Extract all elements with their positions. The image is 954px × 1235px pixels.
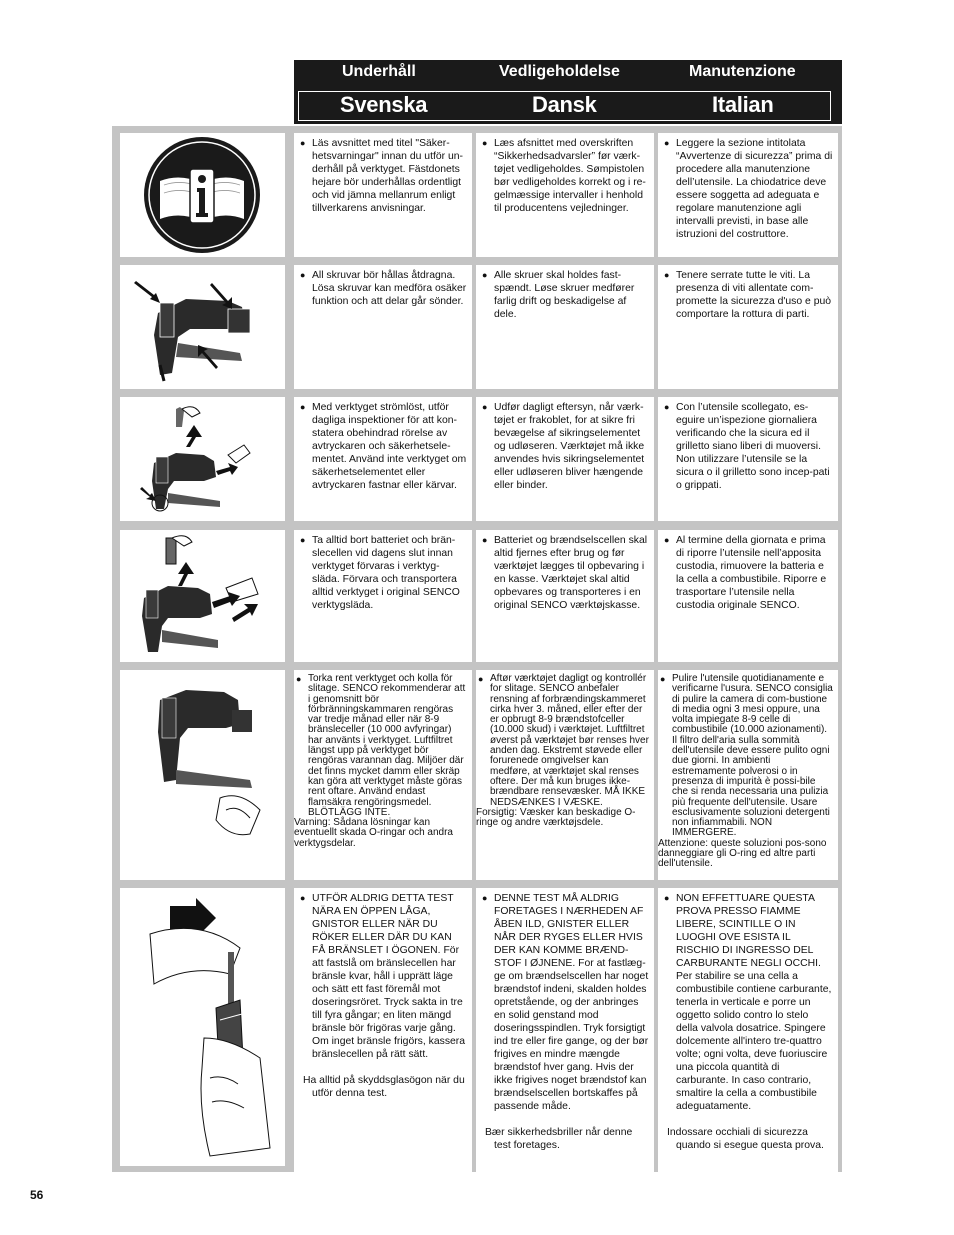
row6-dansk: ● DENNE TEST MÅ ALDRIG FORETAGES I NÆRHEDEN AF ÅBEN ILD, GNISTER ELLER NÅR DER RYGES ELLER HVIS DER KAN KOMME BRÆND-STOF I ØJNENE. For at fastlæg-ge om brændselscellen har noget brændstof indeni, skalden holdes opretstående, og der anbringes en solid genstand mod doseringsspindlen. Tryk forsigtigt ind tre eller fire gange, og der bør frigives en mindre mængde brændstof hver gang. Hvis der ikke frigives noget brændstof kan brændselscellen bortskaffes på passende måde. Bær sikkerhedsbriller når denne test foretages. [476,888,654,1172]
daily-inspection-illustration [120,397,285,521]
row1-dansk: ● Læs afsnittet med overskriften “Sikkerhedsadvarsler” før værk-tøjet vedligeholdes. Sømpistolen bør vedligeholdes korrekt og i re-gelmæssige intervaller i henhold til producentens vejledninger. [476,133,654,257]
row2-italian: ● Tenere serrate tutte le viti. La presenza di viti allentate com-promette la sicurezza d'uso e può comportare la rottura di parti. [658,265,838,389]
row4-svenska: ● Ta alltid bort batteriet och brän-slecellen vid dagens slut innan verktyget förvaras i verktyg-släda. Förvara och transportera alltid verktyget i original SENCO verktygsläda. [294,530,472,662]
row2-svenska: ● All skruvar bör hållas åtdragna. Lösa skruvar kan medföra osäker funktion och att delar går sönder. [294,265,472,389]
cleaning-tool-illustration [120,670,285,880]
row4-italian: ● Al termine della giornata e prima di riporre l’utensile nell’apposita custodia, rimuovere la batteria e la cella a combustibile. Riporre e trasportare l’utensile nella custodia originale SENCO. [658,530,838,662]
row1-svenska: ● Läs avsnittet med titel "Säker-hetsvarningar" innan du utför un-derhåll på verktyget. Fästdonets hejare bör underhållas ordentligt och vid jämna mellanrum enligt tillverkarens anvisningar. [294,133,472,257]
remove-battery-illustration [120,530,285,662]
info-book-illustration [120,133,285,257]
row3-dansk: ● Udfør dagligt eftersyn, når værk-tøjet er frakoblet, for at sikre fri bevægelse af sikringselementet og udløseren. Værktøjet må ikke anvendes hvis sikringselementet eller udløseren bliver hængende eller binder. [476,397,654,521]
row3-italian: ● Con l’utensile scollegato, es-eguire un’ispezione giornaliera verificando che la sicura ed il grilletto siano liberi di muoversi. Non utilizzare l’utensile se la sicura o il grilletto sono incep-pati o grippati. [658,397,838,521]
fuel-cell-test-illustration [120,888,285,1166]
language-dansk: Dansk [532,92,597,117]
row4-dansk: ● Batteriet og brændselscellen skal altid fjernes efter brug og før værktøjet lægges til opbevaring i en kasse. Værktøjet skal altid opbevares og transporteres i en original SENCO værktøjskasse. [476,530,654,662]
header-maintenance-it: Manutenzione [689,63,796,80]
tighten-screws-illustration [120,265,285,389]
header-maintenance-da: Vedligeholdelse [499,63,620,80]
row3-svenska: ● Med verktyget strömlöst, utför dagliga inspektioner för att kon-statera obehindrad rörelse av avtryckaren och säkerhetsele-mentet. Använd inte verktyget om säkerhetselementet eller avtryckaren fastnar eller kärvar. [294,397,472,521]
row6-italian: ● NON EFFETTUARE QUESTA PROVA PRESSO FIAMME LIBERE, SCINTILLE O IN LUOGHI OVE ESISTA IL RISCHIO DI INGRESSO DEL CARBURANTE NEGLI OCCHI. Per stabilire se una cella a combustibile contiene carburante, tenerla in verticale e porre un oggetto solido contro lo stelo della valvola dosatrice. Spingere dolcemente all'intero tre-quattro volte; ogni volta, deve fuoriuscire una piccola quantità di carburante. In caso contrario, smaltire la cella a combustibile adeguatamente. Indossare occhiali di sicurezza quando si esegue questa prova. [658,888,838,1172]
language-italian: Italian [712,92,774,117]
page-number: 56 [30,1188,44,1202]
language-svenska: Svenska [340,92,428,117]
row2-dansk: ● Alle skruer skal holdes fast-spændt. Løse skruer medfører farlig drift og beskadigelse af dele. [476,265,654,389]
row5-italian: ● Pulire l'utensile quotidianamente e verificarne l'usura. SENCO consiglia di pulire la camera di com-bustione di media ogni 3 mesi oppure, una volta impiegate 8-9 celle di combustibile (10.000 azionamenti). Il filtro dell'aria sulla sommità dell'utensile deve essere pulito ogni due giorni. In ambienti estremamente polverosi o in presenza di impurità è possi-bile che si renda necessaria una pulizia più frequente dell'utensile. Usare esclusivamente soluzioni detergenti non infiammabili. NON IMMERGERE. Attenzione: queste soluzioni pos-sono danneggiare gli O-ring ed altre parti dell'utensile. [658,670,838,880]
row6-svenska: ● UTFÖR ALDRIG DETTA TEST NÄRA EN ÖPPEN LÅGA, GNISTOR ELLER NÄR DU RÖKER ELLER DÄR DU KAN FÅ BRÄNSLET I ÖGONEN. För att fastslå om bränslecellen har bränsle kvar, håll i upprätt läge och sätt ett fast föremål mot doseringsröret. Tryck sakta in tre till fyra gångar; en liten mängd bränsle bör frigöras varje gång. Om inget bränsle frigörs, kassera bränslecellen på rätt sätt. Ha alltid på skyddsglasögon när du utför denna test. [294,888,472,1172]
row1-italian: ● Leggere la sezione intitolata “Avvertenze di sicurezza” prima di procedere alla manutenzione dell’utensile. La chiodatrice deve essere soggetta ad adeguata e regolare manutenzione agli intervalli previsti, in base alle istruzioni del costruttore. [658,133,838,257]
row5-dansk: ● Aftør værktøjet dagligt og kontrollér for slitage. SENCO anbefaler rensning af forbrændingskammeret cirka hver 3. måned, eller efter der er opbrugt 8-9 brændstofceller (10.000 skud) i værktøjet. Luftfiltret øverst på værktøjet bør renses hver anden dag. Ekstremt støvede eller forurenede omgivelser kan medføre, at værktøjet skal renses oftere. Der må kun bruges ikke-brændbare rensevæsker. MÅ IKKE NEDSÆNKES I VÆSKE. Forsigtig: Væsker kan beskadige O-ringe og andre værktøjsdele. [476,670,654,880]
section-header [294,60,842,124]
header-maintenance-sv: Underhåll [342,63,416,80]
row5-svenska: ● Torka rent verktyget och kolla för slitage. SENCO rekommenderar att i genomsnitt bör förbränningskammaren rengöras var tredje månad eller när 8-9 bränsleceller (10 000 avfyringar) har använts i verktyget. Luftfiltret längst upp på verktyget bör rengöras varannan dag. Miljöer där det finns mycket damm eller skräp kan göra att verktyget måste göras rent oftare. Använd endast flamsäkra rengöringsmedel. BLÖTLÄGG INTE. Varning: Sådana lösningar kan eventuellt skada O-ringar och andra verktygsdelar. [294,670,472,880]
